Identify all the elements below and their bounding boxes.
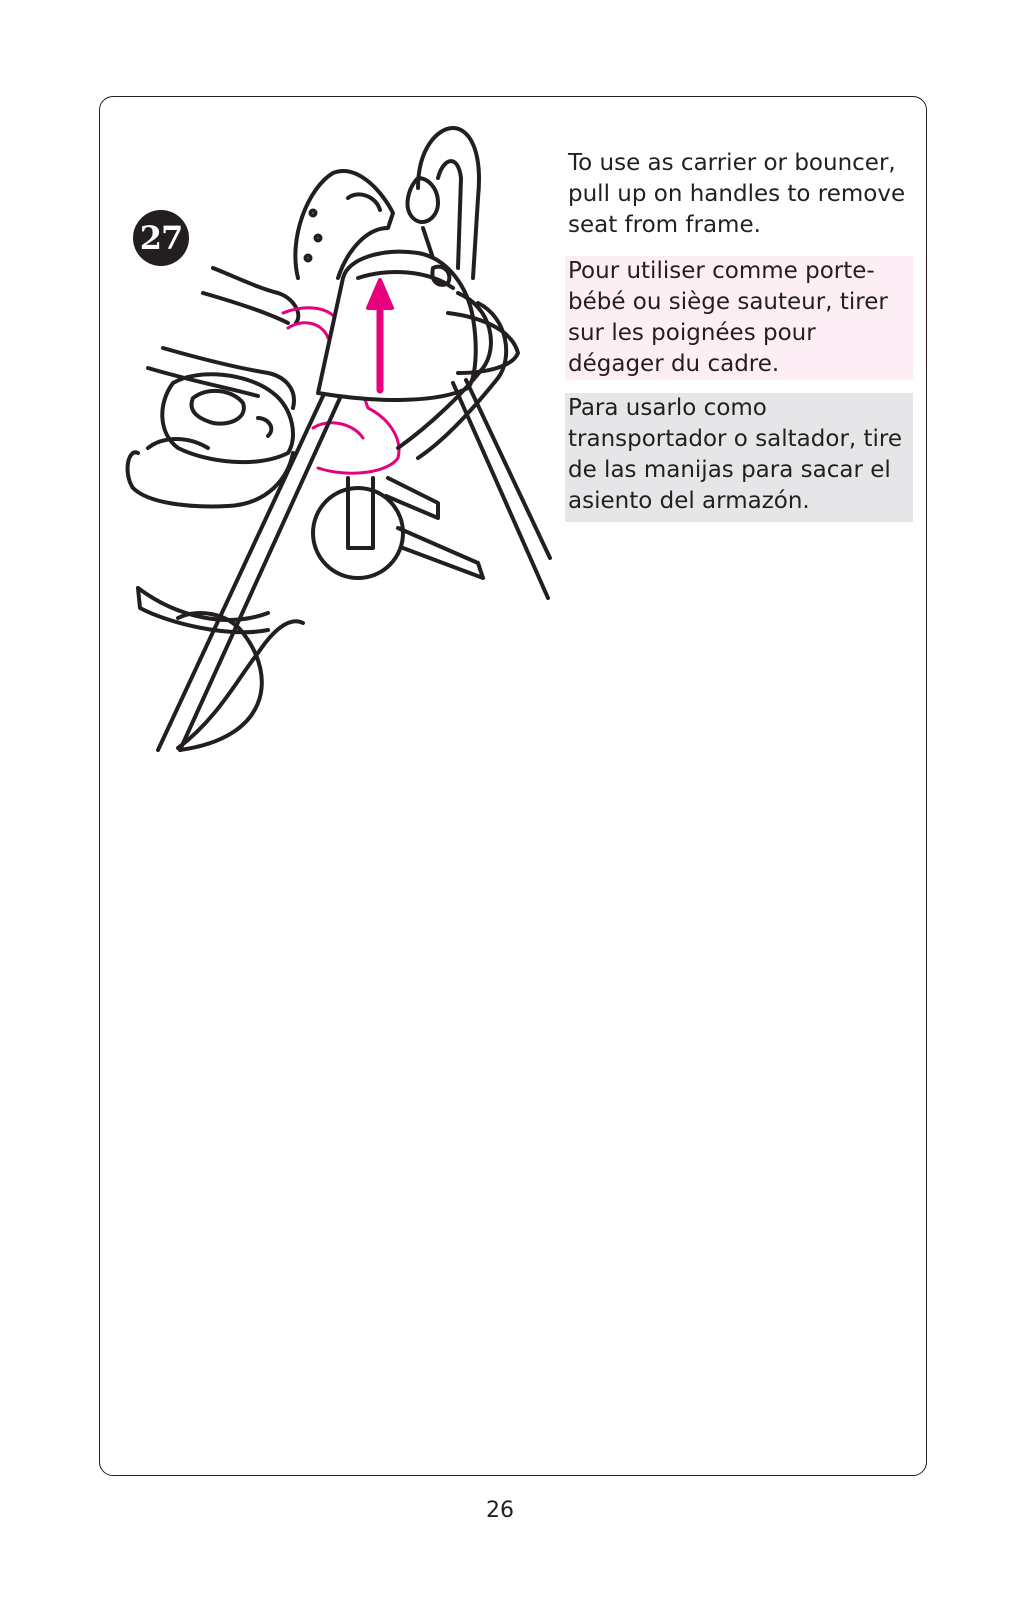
page-number: 26 xyxy=(486,1498,514,1523)
instruction-french: Pour utiliser comme porte-bébé ou siège sauteur, tirer sur les poignées pour dégager du cadre. xyxy=(565,256,913,380)
swing-seat-illustration xyxy=(118,118,554,758)
step-number-badge: 27 xyxy=(133,210,189,266)
instruction-spanish: Para usarlo como transportador o saltador, tire de las manijas para sacar el asiento del armazón. xyxy=(565,393,913,522)
instruction-english: To use as carrier or bouncer, pull up on handles to remove seat from frame. xyxy=(568,150,906,238)
